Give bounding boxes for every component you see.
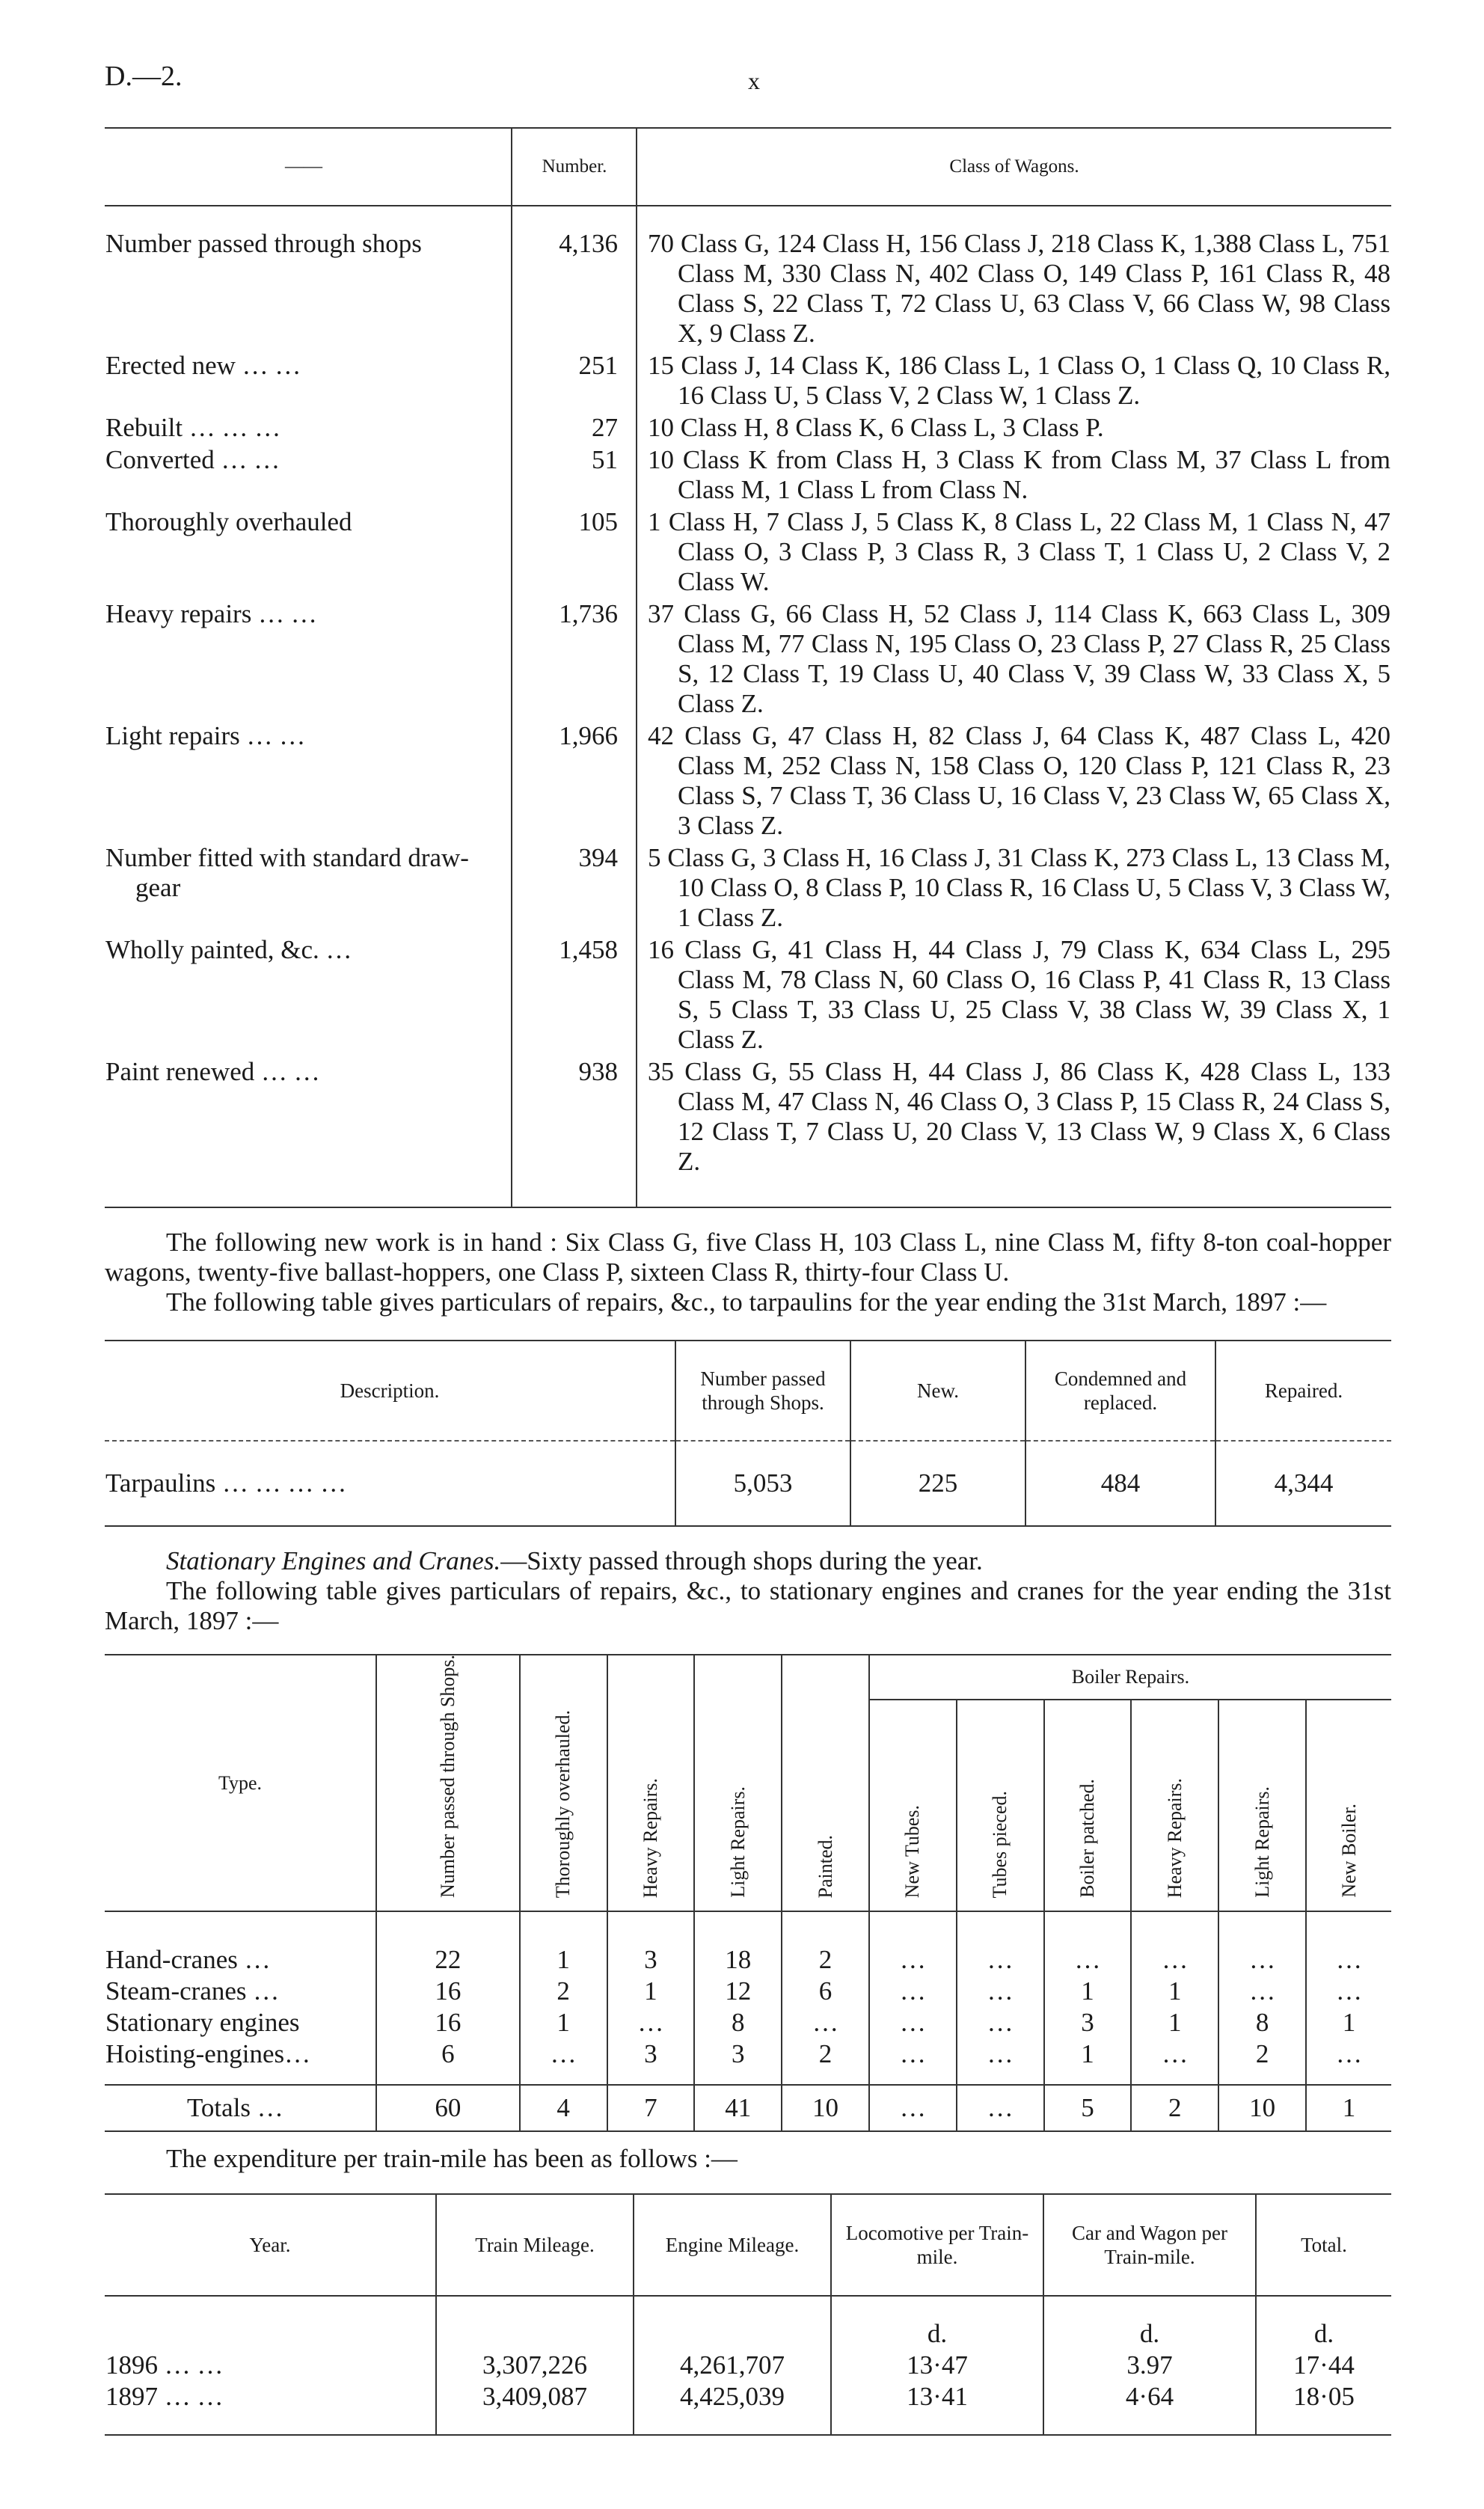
row-description: Number passed through shops — [105, 229, 422, 258]
cell: … — [869, 1911, 957, 1976]
row-classes: 10 Class H, 8 Class K, 6 Class L, 3 Class P. — [648, 413, 1104, 442]
row-description: Number fitted with standard draw-gear — [105, 843, 469, 902]
page-header — [105, 45, 1391, 105]
cell: 8 — [1218, 2007, 1306, 2038]
document-page — [105, 45, 1391, 2436]
wagons-header-row — [105, 128, 1391, 206]
table-row — [105, 1911, 1391, 1976]
row-description: Rebuilt … … … — [105, 413, 281, 442]
cell: 5 — [1044, 2085, 1132, 2131]
new-work-paragraph: The following new work is in hand : Six Class G, five Class H, 103 Class L, nine Class M, fifty 8-ton coal-hopper wagons, twenty-five ballast-hoppers, one Class P, sixteen Class R, thirty-four Class U. — [105, 1228, 1391, 1287]
cell: 3,307,226 — [436, 2350, 634, 2381]
row-number: 105 — [512, 506, 637, 598]
cell: 2 — [782, 1911, 869, 1976]
cell: 18 — [694, 1911, 782, 1976]
unit-pence: d. — [1043, 2296, 1256, 2350]
engines-header-row — [105, 1655, 1391, 1700]
header-type: Type. — [105, 1655, 376, 1911]
row-number: 1,736 — [512, 598, 637, 720]
header-new-boiler: New Boiler. — [1337, 1804, 1360, 1898]
table-row — [105, 1056, 1391, 1207]
header-passed: Number passed through Shops. — [436, 1655, 459, 1898]
row-classes: 35 Class G, 55 Class H, 44 Class J, 86 Class K, 428 Class L, 133 Class M, 47 Class N, 46 Class O, 3 Class P, 15 Class R, 24 Class S, 12 Class T, 7 Class U, 20 Class V, 13 Class W, 9 Class X, 6 Class Z. — [648, 1057, 1391, 1176]
header-painted: Painted. — [814, 1834, 836, 1898]
tarpaulin-passed: 5,053 — [675, 1441, 850, 1526]
header-boiler-heavy: Heavy Repairs. — [1163, 1777, 1186, 1898]
tarpaulin-condemned: 484 — [1025, 1441, 1215, 1526]
table-row — [105, 720, 1391, 842]
cell: … — [957, 2007, 1044, 2038]
wagons-table — [105, 127, 1391, 1208]
table-row — [105, 2350, 1391, 2381]
table-row — [105, 2007, 1391, 2038]
cell: 1 — [520, 1911, 607, 1976]
header-tubes-pieced: Tubes pieced. — [989, 1790, 1011, 1898]
row-description: Thoroughly overhauled — [105, 507, 352, 536]
cell: 1 — [1131, 2007, 1218, 2038]
row-number: 1,966 — [512, 720, 637, 842]
row-number: 251 — [512, 349, 637, 411]
cell: 1 — [1131, 1976, 1218, 2007]
header-repaired: Repaired. — [1215, 1341, 1391, 1441]
page-ref: D.—2. — [105, 61, 183, 92]
stationary-intro: The following table gives particulars of repairs, &c., to stationary engines and cranes for the year ending the 31st March, 1897 :— — [105, 1576, 1391, 1635]
cell: … — [1131, 2038, 1218, 2085]
table-row — [105, 1441, 1391, 1526]
header-car-wagon: Car and Wagon per Train-mile. — [1043, 2194, 1256, 2296]
cell: 16 — [376, 1976, 520, 2007]
cell: 60 — [376, 2085, 520, 2131]
unit-pence: d. — [1256, 2296, 1391, 2350]
cell: 3.97 — [1043, 2350, 1256, 2381]
cell: 17·44 — [1256, 2350, 1391, 2381]
cell: … — [1218, 1976, 1306, 2007]
header-passed: Number passed through Shops. — [675, 1341, 850, 1441]
header-boiler-light: Light Repairs. — [1251, 1786, 1273, 1898]
tarpaulins-header-row — [105, 1341, 1391, 1441]
cell: 41 — [694, 2085, 782, 2131]
cell: 13·41 — [831, 2381, 1043, 2435]
expenditure-header-row — [105, 2194, 1391, 2296]
cell: 4·64 — [1043, 2381, 1256, 2435]
row-classes: 10 Class K from Class H, 3 Class K from Class M, 37 Class L from Class M, 1 Class L from Class N. — [648, 445, 1391, 504]
tarpaulin-description: Tarpaulins … … … … — [105, 1468, 347, 1498]
wagons-header-number: Number. — [512, 128, 637, 206]
cell: 1 — [520, 2007, 607, 2038]
header-boiler-patched: Boiler patched. — [1076, 1779, 1098, 1898]
stationary-text: —Sixty passed through shops during the year. — [500, 1546, 983, 1575]
cell: 13·47 — [831, 2350, 1043, 2381]
cell: 1 — [1306, 2007, 1391, 2038]
header-condemned: Condemned and replaced. — [1025, 1341, 1215, 1441]
page-number: x — [748, 67, 760, 94]
cell: … — [869, 2038, 957, 2085]
row-classes: 42 Class G, 47 Class H, 82 Class J, 64 Class K, 487 Class L, 420 Class M, 252 Class N, 158 Class O, 120 Class P, 121 Class R, 23 Class S, 7 Class T, 36 Class U, 16 Class V, 23 Class W, 65 Class X, 3 Class Z. — [648, 721, 1391, 840]
row-type: Hand-cranes … — [105, 1945, 271, 1974]
cell: 3 — [607, 1911, 695, 1976]
stationary-title: Stationary Engines and Cranes. — [166, 1546, 501, 1575]
header-new-tubes: New Tubes. — [901, 1804, 924, 1898]
row-description: Converted … … — [105, 445, 280, 474]
row-year: 1896 … … — [105, 2350, 224, 2380]
cell: … — [607, 2007, 695, 2038]
header-total: Total. — [1256, 2194, 1391, 2296]
cell: … — [869, 2085, 957, 2131]
table-row — [105, 206, 1391, 349]
expenditure-intro: The expenditure per train-mile has been as follows :— — [166, 2144, 738, 2173]
tarpaulins-table — [105, 1340, 1391, 1527]
cell: … — [869, 2007, 957, 2038]
cell: 2 — [782, 2038, 869, 2085]
cell: 10 — [1218, 2085, 1306, 2131]
cell: 4,261,707 — [634, 2350, 831, 2381]
row-number: 938 — [512, 1056, 637, 1207]
cell: 1 — [1044, 1976, 1132, 2007]
cell: 12 — [694, 1976, 782, 2007]
cell: 1 — [1044, 2038, 1132, 2085]
cell: … — [957, 1976, 1044, 2007]
row-description: Heavy repairs … … — [105, 599, 317, 628]
header-engine-mileage: Engine Mileage. — [634, 2194, 831, 2296]
table-row — [105, 598, 1391, 720]
cell: 10 — [782, 2085, 869, 2131]
cell: 6 — [376, 2038, 520, 2085]
wagons-header-class: Class of Wagons. — [637, 128, 1391, 206]
row-number: 4,136 — [512, 206, 637, 349]
row-number: 27 — [512, 411, 637, 444]
cell: … — [957, 1911, 1044, 1976]
row-type: Stationary engines — [105, 2008, 300, 2037]
row-classes: 1 Class H, 7 Class J, 5 Class K, 8 Class L, 22 Class M, 1 Class N, 47 Class O, 3 Class P, 3 Class R, 3 Class T, 1 Class U, 2 Class V, 2 Class W. — [648, 507, 1391, 596]
row-description: Light repairs … … — [105, 721, 306, 750]
cell: 22 — [376, 1911, 520, 1976]
table-row — [105, 1976, 1391, 2007]
table-row — [105, 411, 1391, 444]
row-type: Hoisting-engines… — [105, 2039, 311, 2068]
cell: 3 — [607, 2038, 695, 2085]
cell: 2 — [1131, 2085, 1218, 2131]
cell: 3 — [1044, 2007, 1132, 2038]
table-row — [105, 2038, 1391, 2085]
row-description: Erected new … … — [105, 351, 301, 380]
table-row — [105, 842, 1391, 934]
table-row — [105, 349, 1391, 411]
table-row — [105, 506, 1391, 598]
tarpaulin-intro: The following table gives particulars of repairs, &c., to tarpaulins for the year ending the 31st March, 1897 :— — [166, 1287, 1327, 1317]
table-row — [105, 934, 1391, 1056]
cell: 3 — [694, 2038, 782, 2085]
cell: … — [869, 1976, 957, 2007]
row-classes: 5 Class G, 3 Class H, 16 Class J, 31 Class K, 273 Class L, 13 Class M, 10 Class O, 8 Class P, 10 Class R, 16 Class U, 5 Class V, 3 Class W, 1 Class Z. — [648, 843, 1391, 932]
row-number: 394 — [512, 842, 637, 934]
cell: 3,409,087 — [436, 2381, 634, 2435]
cell: 8 — [694, 2007, 782, 2038]
row-classes: 15 Class J, 14 Class K, 186 Class L, 1 Class O, 1 Class Q, 10 Class R, 16 Class U, 5 Class V, 2 Class W, 1 Class Z. — [648, 351, 1391, 410]
cell: 18·05 — [1256, 2381, 1391, 2435]
header-light-repairs: Light Repairs. — [726, 1786, 749, 1898]
tarpaulin-repaired: 4,344 — [1215, 1441, 1391, 1526]
header-heavy-repairs: Heavy Repairs. — [639, 1777, 661, 1898]
engines-cranes-table — [105, 1654, 1391, 2132]
table-row — [105, 2381, 1391, 2435]
table-row — [105, 444, 1391, 506]
cell: 6 — [782, 1976, 869, 2007]
cell: 7 — [607, 2085, 695, 2131]
cell: … — [957, 2038, 1044, 2085]
row-classes: 37 Class G, 66 Class H, 52 Class J, 114 Class K, 663 Class L, 309 Class M, 77 Class N, 195 Class O, 23 Class P, 27 Class R, 25 Class S, 12 Class T, 19 Class U, 40 Class V, 39 Class W, 33 Class X, 5 Class Z. — [648, 599, 1391, 718]
cell: … — [1306, 1976, 1391, 2007]
row-classes: 16 Class G, 41 Class H, 44 Class J, 79 Class K, 634 Class L, 295 Class M, 78 Class N, 60 Class O, 16 Class P, 41 Class R, 13 Class S, 5 Class T, 33 Class U, 25 Class V, 38 Class W, 39 Class X, 1 Class Z. — [648, 935, 1391, 1054]
expenditure-table — [105, 2193, 1391, 2436]
cell: … — [782, 2007, 869, 2038]
unit-pence: d. — [831, 2296, 1043, 2350]
unit-row — [105, 2296, 1391, 2350]
cell: … — [1044, 1911, 1132, 1976]
row-classes: 70 Class G, 124 Class H, 156 Class J, 218 Class K, 1,388 Class L, 751 Class M, 330 Class N, 402 Class O, 149 Class P, 161 Class R, 48 Class S, 22 Class T, 72 Class U, 63 Class V, 66 Class W, 98 Class X, 9 Class Z. — [648, 229, 1391, 348]
cell: … — [520, 2038, 607, 2085]
header-boiler-repairs: Boiler Repairs. — [869, 1655, 1391, 1700]
header-year: Year. — [105, 2194, 436, 2296]
cell: … — [957, 2085, 1044, 2131]
header-description: Description. — [105, 1341, 675, 1441]
cell: 4 — [520, 2085, 607, 2131]
cell: 1 — [607, 1976, 695, 2007]
stationary-paragraph — [105, 1546, 1391, 1576]
cell: 2 — [1218, 2038, 1306, 2085]
header-overhauled: Thoroughly overhauled. — [552, 1709, 574, 1898]
wagons-header-blank: —— — [105, 128, 512, 206]
cell: 1 — [1306, 2085, 1391, 2131]
row-type: Steam-cranes … — [105, 1976, 280, 2006]
header-new: New. — [850, 1341, 1025, 1441]
totals-row — [105, 2085, 1391, 2131]
cell: … — [1306, 1911, 1391, 1976]
row-year: 1897 … … — [105, 2382, 224, 2411]
cell: … — [1218, 1911, 1306, 1976]
row-number: 51 — [512, 444, 637, 506]
row-description: Paint renewed … … — [105, 1057, 320, 1086]
header-train-mileage: Train Mileage. — [436, 2194, 634, 2296]
cell: 4,425,039 — [634, 2381, 831, 2435]
cell: … — [1306, 2038, 1391, 2085]
cell: 2 — [520, 1976, 607, 2007]
row-number: 1,458 — [512, 934, 637, 1056]
row-description: Wholly painted, &c. … — [105, 935, 352, 964]
tarpaulin-new: 225 — [850, 1441, 1025, 1526]
header-locomotive: Locomotive per Train-mile. — [831, 2194, 1043, 2296]
cell: 16 — [376, 2007, 520, 2038]
totals-label: Totals … — [105, 2085, 376, 2131]
cell: … — [1131, 1911, 1218, 1976]
